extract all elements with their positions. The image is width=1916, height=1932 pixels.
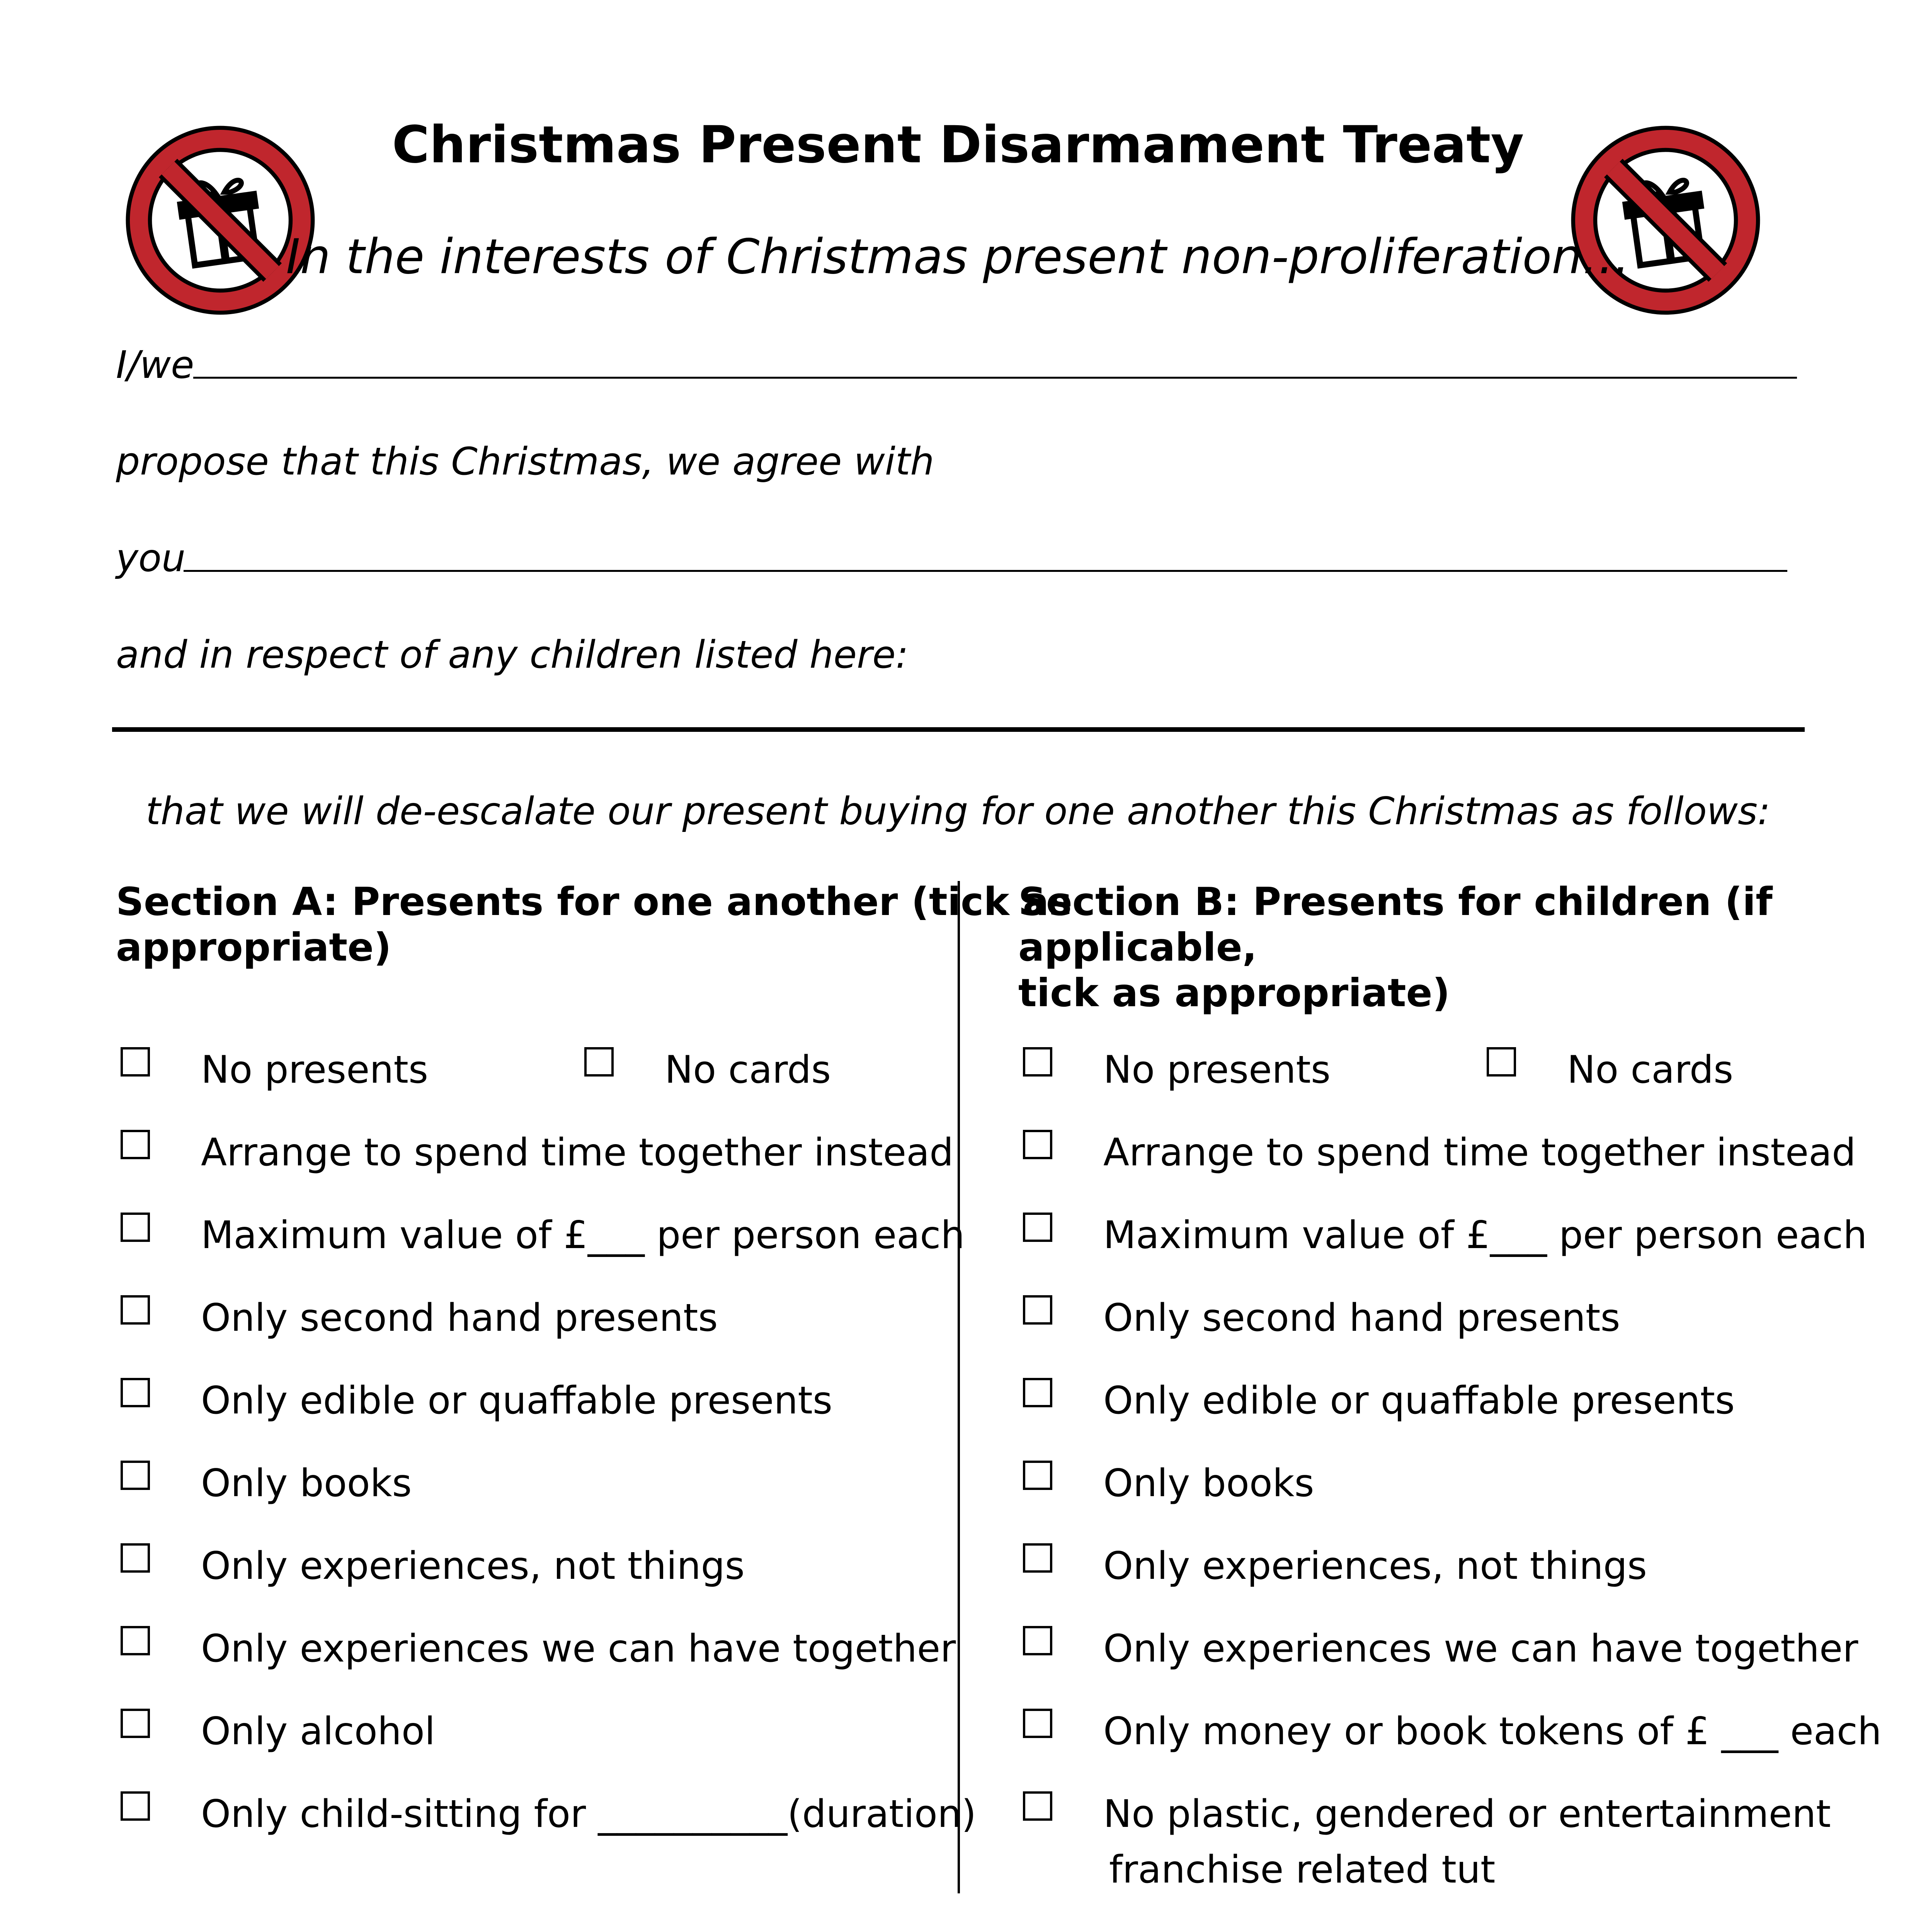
intro-text: that we will de-escalate our present buying for one another this Christmas as follows: <box>146 789 1770 833</box>
label-a-item: Only edible or quaffable presents <box>201 1379 833 1423</box>
column-divider <box>958 881 960 1893</box>
label-a-item: Only experiences, not things <box>201 1544 745 1588</box>
label-b-item-continued: franchise related tut <box>1109 1848 1496 1892</box>
checkbox-a-item[interactable] <box>121 1378 150 1407</box>
checkbox-b-item[interactable] <box>1023 1543 1052 1573</box>
checkbox-b-item[interactable] <box>1023 1213 1052 1242</box>
checkbox-a-item[interactable] <box>121 1791 150 1821</box>
checkbox-b-item[interactable] <box>1023 1295 1052 1325</box>
section-a-heading <box>116 879 1072 970</box>
label-b-no-cards: No cards <box>1567 1048 1734 1092</box>
section-a-heading-line1: Section A: Presents for one another (tick as <box>116 879 1072 924</box>
checkbox-b-item[interactable] <box>1023 1378 1052 1407</box>
label-a-item: Maximum value of £___ per person each <box>201 1213 965 1257</box>
label-b-item: Only second hand presents <box>1103 1296 1620 1340</box>
checkbox-b-no-cards[interactable] <box>1487 1047 1516 1077</box>
label-b-item: Only edible or quaffable presents <box>1103 1379 1735 1423</box>
checkbox-a-no-presents[interactable] <box>121 1047 150 1077</box>
label-b-item: No plastic, gendered or entertainment <box>1103 1792 1831 1836</box>
label-a-item: Only alcohol <box>201 1709 436 1753</box>
you-label: you <box>116 536 186 580</box>
checkbox-a-item[interactable] <box>121 1130 150 1159</box>
checkbox-b-item[interactable] <box>1023 1626 1052 1655</box>
label-a-item: Only experiences we can have together <box>201 1627 956 1671</box>
section-b-heading <box>1018 879 1916 1016</box>
page-title: Christmas Present Disarmament Treaty <box>392 115 1524 175</box>
section-b-heading-line1: Section B: Presents for children (if applicable, <box>1018 879 1773 970</box>
checkbox-a-item[interactable] <box>121 1626 150 1655</box>
label-a-item: Only books <box>201 1461 412 1505</box>
label-b-item: Only books <box>1103 1461 1314 1505</box>
label-b-item: Only experiences, not things <box>1103 1544 1647 1588</box>
checkbox-b-no-presents[interactable] <box>1023 1047 1052 1077</box>
section-b-heading-line2: tick as appropriate) <box>1018 970 1450 1015</box>
label-a-no-cards: No cards <box>665 1048 831 1092</box>
label-b-item: Maximum value of £___ per person each <box>1103 1213 1867 1257</box>
children-text: and in respect of any children listed here: <box>116 633 909 677</box>
you-name-field[interactable] <box>184 570 1787 572</box>
checkbox-a-item[interactable] <box>121 1543 150 1573</box>
section-a-heading-line2: appropriate) <box>116 925 391 970</box>
checkbox-a-item[interactable] <box>121 1461 150 1490</box>
checkbox-b-item[interactable] <box>1023 1130 1052 1159</box>
label-a-no-presents: No presents <box>201 1048 428 1092</box>
label-b-item: Only money or book tokens of £ ___ each <box>1103 1709 1882 1753</box>
checkbox-b-item[interactable] <box>1023 1791 1052 1821</box>
checkbox-b-item[interactable] <box>1023 1709 1052 1738</box>
checkbox-a-item[interactable] <box>121 1213 150 1242</box>
label-b-item: Arrange to spend time together instead <box>1103 1131 1856 1175</box>
label-a-item: Arrange to spend time together instead <box>201 1131 954 1175</box>
label-a-item: Only child-sitting for __________(duration) <box>201 1792 977 1836</box>
label-a-item: Only second hand presents <box>201 1296 718 1340</box>
children-field[interactable] <box>112 727 1805 732</box>
checkbox-a-no-cards[interactable] <box>584 1047 614 1077</box>
label-b-no-presents: No presents <box>1103 1048 1331 1092</box>
propose-text: propose that this Christmas, we agree with <box>116 440 934 484</box>
label-b-item: Only experiences we can have together <box>1103 1627 1858 1671</box>
checkbox-a-item[interactable] <box>121 1709 150 1738</box>
iwe-name-field[interactable] <box>193 377 1797 379</box>
iwe-label: I/we <box>116 343 194 387</box>
page-subtitle: In the interests of Christmas present non-proliferation… <box>286 229 1630 285</box>
checkbox-a-item[interactable] <box>121 1295 150 1325</box>
checkbox-b-item[interactable] <box>1023 1461 1052 1490</box>
